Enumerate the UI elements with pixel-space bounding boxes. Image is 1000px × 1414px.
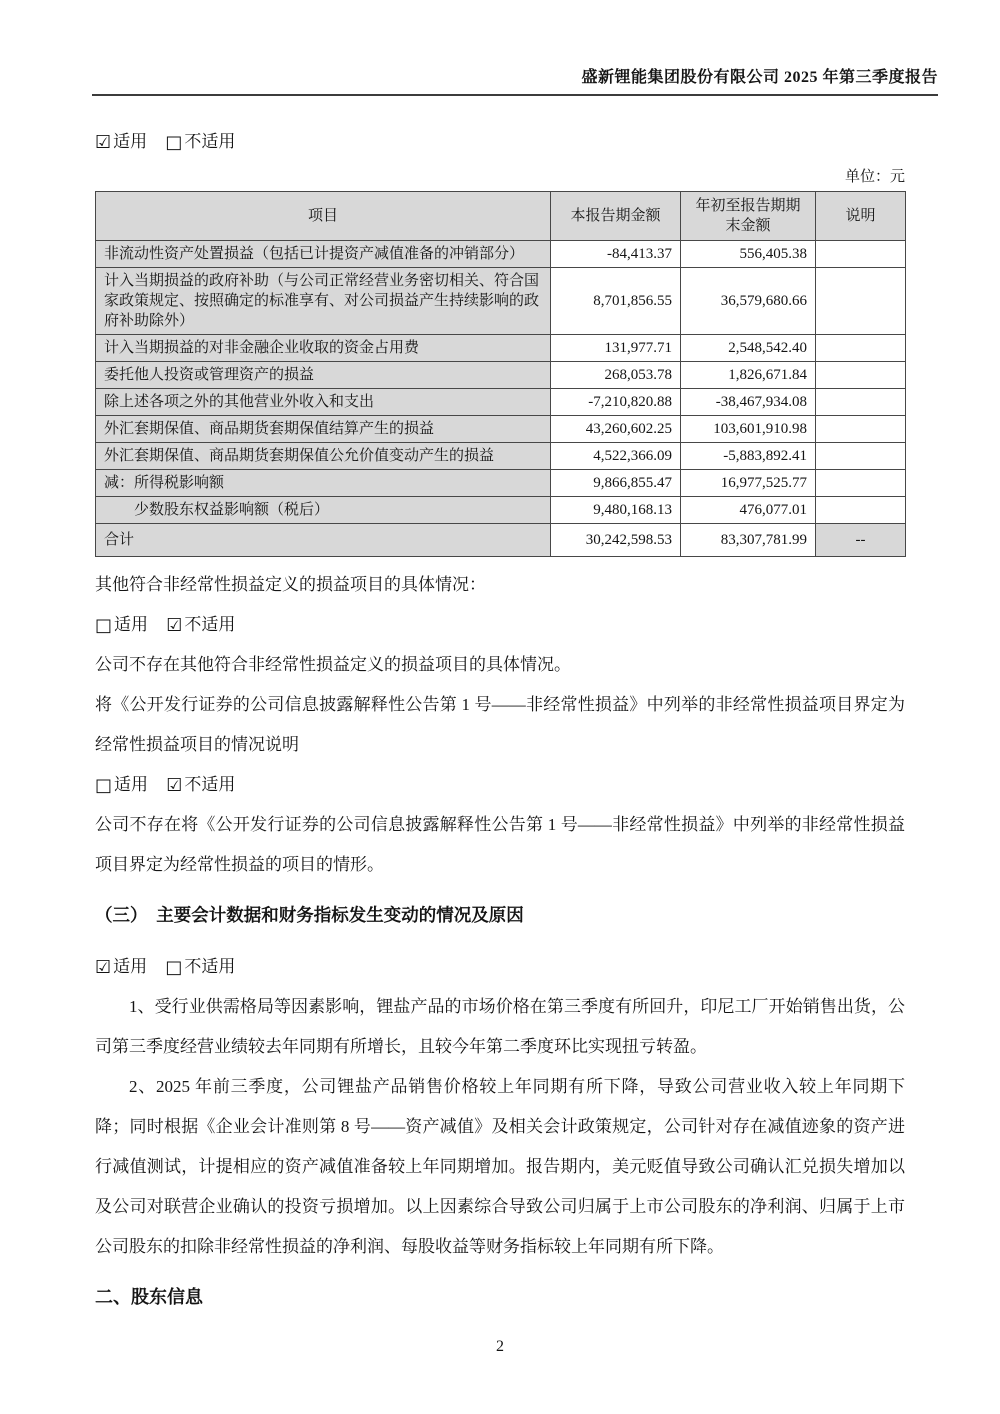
other-items-statement: 公司不存在其他符合非经常性损益定义的损益项目的具体情况。 — [95, 655, 571, 674]
row-ytd-value: 103,601,910.98 — [681, 416, 816, 443]
row-ytd-value: 16,977,525.77 — [681, 470, 816, 497]
total-label: 合计 — [96, 524, 551, 557]
checkbox-unchecked-icon: □ — [95, 615, 113, 636]
reclassification-intro: 将《公开发行证券的公司信息披露解释性公告第 1 号——非经常性损益》中列举的非经常性损益项目界定为经常性损益项目的情况说明 — [95, 695, 905, 754]
total-ytd-value: 83,307,781.99 — [681, 524, 816, 557]
row-ytd-value: 36,579,680.66 — [681, 268, 816, 335]
row-item-label: 计入当期损益的政府补助（与公司正常经营业务密切相关、符合国家政策规定、按照确定的标准享有、对公司损益产生持续影响的政府补助除外） — [96, 268, 551, 335]
checkbox-unchecked-icon: □ — [95, 775, 113, 796]
column-header-current-period: 本报告期金额 — [551, 192, 681, 241]
applicability-line-2 — [95, 605, 905, 645]
applicable-label: 适用 — [113, 132, 148, 151]
checkbox-checked-icon: ☑ — [166, 615, 183, 636]
row-item-label: 除上述各项之外的其他营业外收入和支出 — [96, 389, 551, 416]
row-item-label: 外汇套期保值、商品期货套期保值公允价值变动产生的损益 — [96, 443, 551, 470]
row-ytd-value: 1,826,671.84 — [681, 362, 816, 389]
row-note — [816, 362, 906, 389]
non-recurring-items-table — [95, 191, 906, 557]
checkbox-checked-icon: ☑ — [166, 775, 183, 796]
table-row — [96, 497, 906, 524]
reclassification-statement: 公司不存在将《公开发行证券的公司信息披露解释性公告第 1 号——非经常性损益》中列举的非经常性损益项目界定为经常性损益的项目的情形。 — [95, 815, 905, 874]
row-current-value: 9,866,855.47 — [551, 470, 681, 497]
row-item-label: 少数股东权益影响额（税后） — [96, 497, 551, 524]
row-note — [816, 443, 906, 470]
row-note — [816, 497, 906, 524]
row-note — [816, 335, 906, 362]
not-applicable-label: 不适用 — [184, 615, 236, 634]
row-item-label: 非流动性资产处置损益（包括已计提资产减值准备的冲销部分） — [96, 241, 551, 268]
page-number: 2 — [496, 1338, 504, 1355]
page-content — [95, 122, 905, 1317]
row-current-value: 268,053.78 — [551, 362, 681, 389]
total-note: -- — [816, 524, 906, 557]
other-items-intro: 其他符合非经常性损益定义的损益项目的具体情况： — [95, 575, 486, 594]
section-2-heading: 二、股东信息 — [95, 1287, 203, 1307]
not-applicable-label: 不适用 — [184, 957, 236, 976]
row-ytd-value: 556,405.38 — [681, 241, 816, 268]
table-row — [96, 362, 906, 389]
row-note — [816, 470, 906, 497]
checkbox-unchecked-icon: □ — [165, 132, 183, 153]
row-current-value: -84,413.37 — [551, 241, 681, 268]
checkbox-checked-icon: ☑ — [95, 132, 112, 153]
row-ytd-value: 2,548,542.40 — [681, 335, 816, 362]
column-header-ytd: 年初至报告期期末金额 — [681, 192, 816, 241]
applicability-line-3 — [95, 765, 905, 805]
applicability-line-1 — [95, 122, 905, 162]
table-total-row — [96, 524, 906, 557]
row-ytd-value: -5,883,892.41 — [681, 443, 816, 470]
row-ytd-value: 476,077.01 — [681, 497, 816, 524]
row-current-value: 131,977.71 — [551, 335, 681, 362]
row-note — [816, 416, 906, 443]
row-note — [816, 241, 906, 268]
row-note — [816, 389, 906, 416]
change-reason-paragraph-2: 2、2025 年前三季度，公司锂盐产品销售价格较上年同期有所下降，导致公司营业收入较上年同期下降；同时根据《企业会计准则第 8 号——资产减值》及相关会计政策规定，公司针对存在减值迹象的资产进行减值测试，计提相应的资产减值准备较上年同期增加。报告期内，美元贬值导致公司确认汇兑损失增加以及公司对联营企业确认的投资亏损增加。以上因素综合导致公司归属于上市公司股东的净利润、归属于上市公司股东的扣除非经常性损益的净利润、每股收益等财务指标较上年同期有所下降。 — [95, 1077, 905, 1256]
total-current-value: 30,242,598.53 — [551, 524, 681, 557]
row-item-label: 减：所得税影响额 — [96, 470, 551, 497]
checkbox-checked-icon: ☑ — [95, 957, 112, 978]
column-header-note: 说明 — [816, 192, 906, 241]
applicable-label: 适用 — [114, 615, 149, 634]
table-row — [96, 470, 906, 497]
row-item-label: 计入当期损益的对非金融企业收取的资金占用费 — [96, 335, 551, 362]
row-note — [816, 268, 906, 335]
row-ytd-value: -38,467,934.08 — [681, 389, 816, 416]
column-header-item: 项目 — [96, 192, 551, 241]
row-current-value: 43,260,602.25 — [551, 416, 681, 443]
applicable-label: 适用 — [114, 775, 149, 794]
row-current-value: 8,701,856.55 — [551, 268, 681, 335]
row-item-label: 外汇套期保值、商品期货套期保值结算产生的损益 — [96, 416, 551, 443]
table-row — [96, 443, 906, 470]
section-3-heading: （三） 主要会计数据和财务指标发生变动的情况及原因 — [95, 905, 524, 925]
report-title: 盛新锂能集团股份有限公司 2025 年第三季度报告 — [581, 69, 938, 86]
unit-label: 单位：元 — [844, 169, 905, 185]
applicable-label: 适用 — [113, 957, 148, 976]
row-current-value: 4,522,366.09 — [551, 443, 681, 470]
not-applicable-label: 不适用 — [184, 775, 236, 794]
table-row — [96, 268, 906, 335]
table-row — [96, 241, 906, 268]
table-row — [96, 416, 906, 443]
table-row — [96, 335, 906, 362]
row-current-value: 9,480,168.13 — [551, 497, 681, 524]
page-header — [92, 64, 938, 96]
applicability-line-4 — [95, 947, 905, 987]
table-header-row — [96, 192, 906, 241]
row-item-label: 委托他人投资或管理资产的损益 — [96, 362, 551, 389]
row-current-value: -7,210,820.88 — [551, 389, 681, 416]
not-applicable-label: 不适用 — [184, 132, 236, 151]
table-row — [96, 389, 906, 416]
change-reason-paragraph-1: 1、受行业供需格局等因素影响，锂盐产品的市场价格在第三季度有所回升，印尼工厂开始销售出货，公司第三季度经营业绩较去年同期有所增长，且较今年第二季度环比实现扭亏转盈。 — [95, 997, 905, 1056]
checkbox-unchecked-icon: □ — [165, 957, 183, 978]
